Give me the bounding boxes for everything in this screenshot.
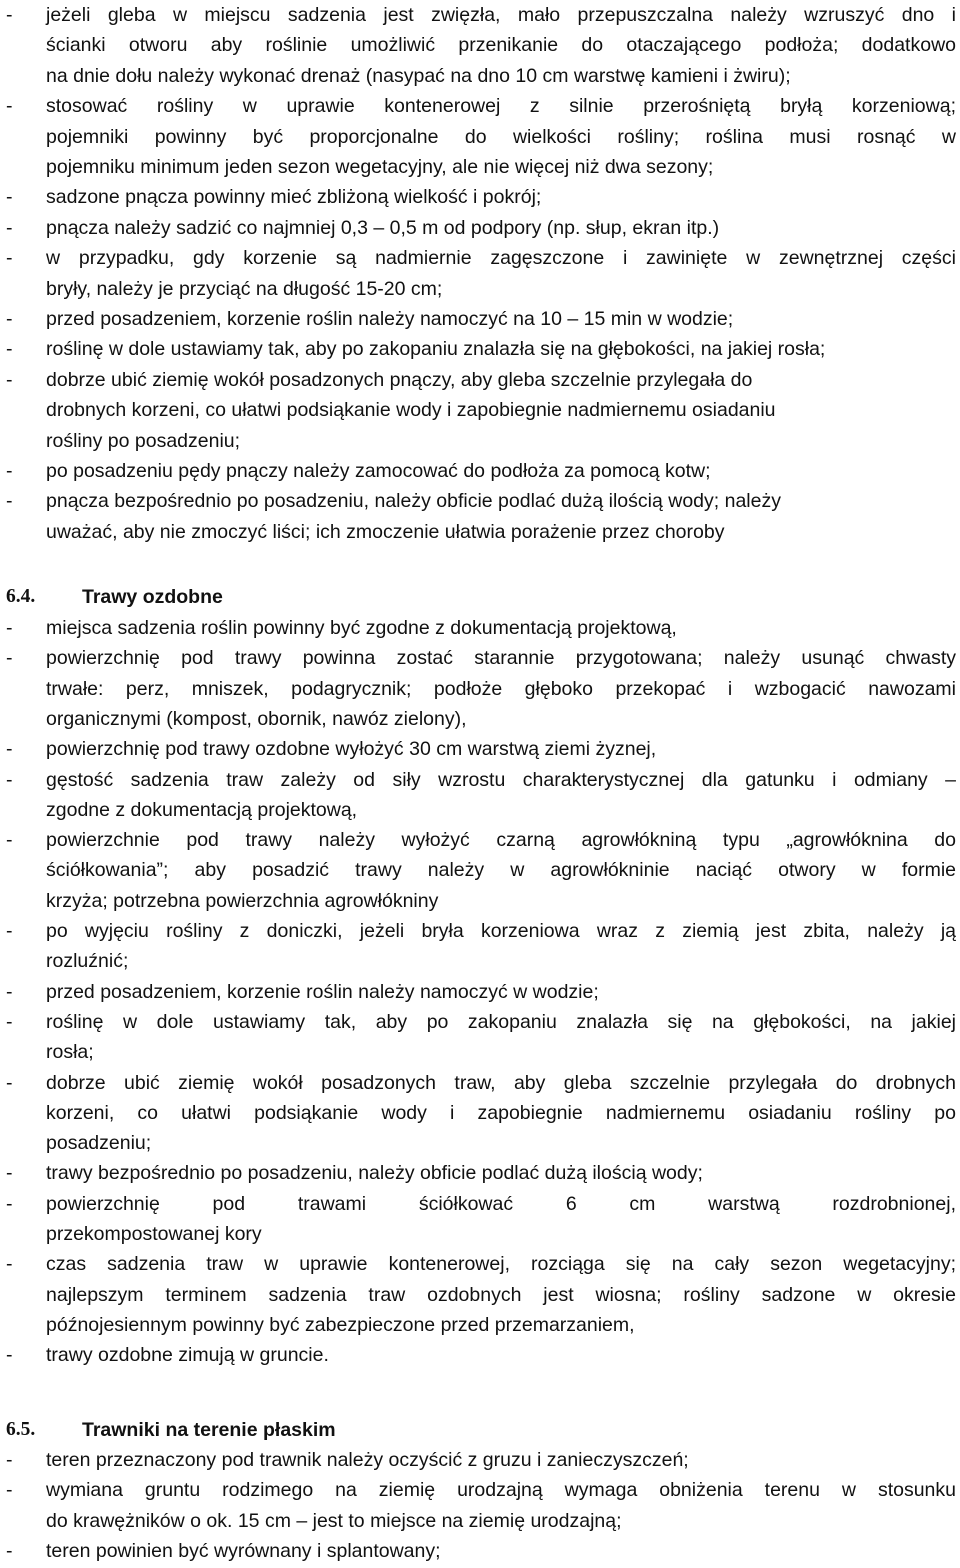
bullet-dash: - xyxy=(6,186,13,209)
list-item xyxy=(0,977,960,1007)
list-item-text: zgodne z dokumentacją projektową, xyxy=(46,798,358,821)
bullet-dash: - xyxy=(6,1344,13,1367)
list-item-continuation xyxy=(0,1128,960,1158)
list-item-continuation xyxy=(0,1219,960,1249)
list-item-text: teren przeznaczony pod trawnik należy oczyścić z gruzu i zanieczyszczeń; xyxy=(46,1449,689,1471)
list-item xyxy=(0,1475,960,1505)
list-item xyxy=(0,1249,960,1279)
list-item-continuation xyxy=(0,426,960,456)
list-item-text: posadzeniu; xyxy=(46,1132,152,1155)
bullet-dash: - xyxy=(6,617,13,639)
list-item-text: w przypadku, gdy korzenie są nadmiernie zagęszczone i zawinięte w zewnętrznej części xyxy=(46,247,956,270)
bullet-dash: - xyxy=(6,768,13,791)
list-item-continuation xyxy=(0,152,960,182)
bullet-dash: - xyxy=(6,368,13,391)
list-item xyxy=(0,0,960,30)
bullet-dash: - xyxy=(6,4,13,26)
list-item-text: drobnych korzeni, co ułatwi podsiąkanie wody i zapobiegnie nadmiernemu osiadaniu xyxy=(46,399,776,422)
list-item-text: roślinę w dole ustawiamy tak, aby po zakopaniu znalazła się na głębokości, na jakiej rosła; xyxy=(46,338,826,361)
list-item xyxy=(0,365,960,395)
list-item xyxy=(0,1445,960,1475)
bullet-dash: - xyxy=(6,920,13,942)
list-item xyxy=(0,1536,960,1566)
list-item-continuation xyxy=(0,122,960,152)
bullet-dash: - xyxy=(6,829,13,852)
list-item-text: wymiana gruntu rodzimego na ziemię urodzajną wymaga obniżenia terenu w stosunku xyxy=(46,1479,956,1502)
list-item-text: trawy bezpośrednio po posadzeniu, należy obficie podlać dużą ilością wody; xyxy=(46,1162,703,1185)
bullet-dash: - xyxy=(6,1010,13,1033)
bullet-dash: - xyxy=(6,738,13,761)
list-item-text: uważać, aby nie zmoczyć liści; ich zmoczenie ułatwia porażenie przez choroby xyxy=(46,520,725,543)
list-item-text: najlepszym terminem sadzenia traw ozdobnych jest wiosna; rośliny sadzone w okresie xyxy=(46,1283,956,1306)
list-item xyxy=(0,91,960,121)
bullet-dash: - xyxy=(6,216,13,239)
list-item-text: pnącza bezpośrednio po posadzeniu, należy obficie podlać dużą ilością wody; należy xyxy=(46,490,781,513)
section-number: 6.5. xyxy=(6,1419,36,1440)
list-item-continuation xyxy=(0,1280,960,1310)
list-item-continuation xyxy=(0,674,960,704)
section-heading xyxy=(0,582,960,612)
list-item-continuation xyxy=(0,395,960,425)
list-item-text: dobrze ubić ziemię wokół posadzonych pnączy, aby gleba szczelnie przylegała do xyxy=(46,368,753,391)
list-item-text: trawy ozdobne zimują w gruncie. xyxy=(46,1344,329,1367)
list-item-text: roślinę w dole ustawiamy tak, aby po zakopaniu znalazła się na głębokości, na jakiej xyxy=(46,1010,956,1033)
list-item-continuation xyxy=(0,704,960,734)
list-item-text: gęstość sadzenia traw zależy od siły wzrostu charakterystycznej dla gatunku i odmiany – xyxy=(46,768,956,791)
list-item-text: krzyża; potrzebna powierzchnia agrowłókniny xyxy=(46,889,439,912)
list-item xyxy=(0,613,960,643)
list-item-text: organicznymi (kompost, obornik, nawóz zielony), xyxy=(46,707,467,730)
list-item-text: trwałe: perz, mniszek, podagrycznik; podłoże głęboko przekopać i wzbogacić nawozami xyxy=(46,677,956,700)
bullet-dash: - xyxy=(6,460,13,482)
bullet-dash: - xyxy=(6,308,13,330)
list-item-continuation xyxy=(0,1506,960,1536)
list-item xyxy=(0,916,960,946)
bullet-dash: - xyxy=(6,338,13,361)
list-item-text: po posadzeniu pędy pnączy należy zamocować do podłoża za pomocą kotw; xyxy=(46,460,711,482)
list-item-text: po wyjęciu rośliny z doniczki, jeżeli bryła korzeniowa wraz z ziemią jest zbita, należy ją xyxy=(46,920,956,942)
bullet-dash: - xyxy=(6,1071,13,1094)
list-item-continuation xyxy=(0,1098,960,1128)
bullet-dash: - xyxy=(6,1479,13,1502)
list-item-continuation xyxy=(0,61,960,91)
list-item-text: powierzchnię pod trawami ściółkować 6 cm warstwą rozdrobnionej, xyxy=(46,1192,956,1215)
list-item xyxy=(0,243,960,273)
list-item-text: na dnie dołu należy wykonać drenaż (nasypać na dno 10 cm warstwę kamieni i żwiru); xyxy=(46,64,791,87)
list-item-text: przed posadzeniem, korzenie roślin należy namoczyć na 10 – 15 min w wodzie; xyxy=(46,308,734,330)
list-item-continuation xyxy=(0,946,960,976)
bullet-dash: - xyxy=(6,1540,13,1563)
bullet-dash: - xyxy=(6,647,13,670)
bullet-dash: - xyxy=(6,1449,13,1471)
list-item-continuation xyxy=(0,274,960,304)
bullet-dash: - xyxy=(6,490,13,513)
list-item-continuation xyxy=(0,1310,960,1340)
list-item xyxy=(0,1189,960,1219)
bullet-dash: - xyxy=(6,980,13,1003)
list-item-text: korzeni, co ułatwi podsiąkanie wody i zapobiegnie nadmiernemu osiadaniu rośliny po xyxy=(46,1101,956,1124)
list-item-continuation xyxy=(0,1037,960,1067)
list-item xyxy=(0,456,960,486)
list-item-text: jeżeli gleba w miejscu sadzenia jest zwięzła, mało przepuszczalna należy wzruszyć dno i xyxy=(46,4,956,26)
list-item-continuation xyxy=(0,517,960,547)
list-item xyxy=(0,765,960,795)
bullet-dash: - xyxy=(6,247,13,270)
list-item-continuation xyxy=(0,855,960,885)
list-item-text: teren powinien być wyrównany i splantowany; xyxy=(46,1540,441,1563)
list-item xyxy=(0,213,960,243)
list-item xyxy=(0,825,960,855)
bullet-dash: - xyxy=(6,1162,13,1185)
list-item xyxy=(0,1068,960,1098)
list-item xyxy=(0,486,960,516)
list-item-text: przekompostowanej kory xyxy=(46,1223,262,1245)
section-title: Trawniki na terenie płaskim xyxy=(82,1419,336,1441)
list-item-text: przed posadzeniem, korzenie roślin należy namoczyć w wodzie; xyxy=(46,980,599,1003)
list-item xyxy=(0,182,960,212)
list-item-text: bryły, należy je przyciąć na długość 15-20 cm; xyxy=(46,277,443,300)
bullet-dash: - xyxy=(6,1253,13,1276)
list-item-text: późnojesiennym powinny być zabezpieczone przed przemarzaniem, xyxy=(46,1313,635,1336)
list-item-text: rosła; xyxy=(46,1041,94,1064)
list-item-text: pnącza należy sadzić co najmniej 0,3 – 0,5 m od podpory (np. słup, ekran itp.) xyxy=(46,216,720,239)
list-item-text: ścianki otworu aby roślinie umożliwić przenikanie do otaczającego podłoża; dodatkowo xyxy=(46,34,956,57)
list-item-text: miejsca sadzenia roślin powinny być zgodne z dokumentacją projektową, xyxy=(46,617,677,639)
list-item xyxy=(0,304,960,334)
list-item-text: powierzchnie pod trawy należy wyłożyć czarną agrowłókniną typu „agrowłóknina do xyxy=(46,829,956,852)
list-item-text: czas sadzenia traw w uprawie kontenerowej, rozciąga się na cały sezon wegetacyjny; xyxy=(46,1253,956,1276)
list-item-text: pojemniki powinny być proporcjonalne do wielkości rośliny; roślina musi rosnąć w xyxy=(46,125,956,148)
list-item-text: rośliny po posadzeniu; xyxy=(46,429,241,452)
bullet-dash: - xyxy=(6,1192,13,1215)
bullet-dash: - xyxy=(6,95,13,118)
list-item xyxy=(0,1158,960,1188)
list-item-text: pojemniku minimum jeden sezon wegetacyjny, ale nie więcej niż dwa sezony; xyxy=(46,156,714,178)
section-heading xyxy=(0,1415,960,1445)
list-item xyxy=(0,734,960,764)
list-item-text: powierzchnię pod trawy powinna zostać starannie przygotowana; należy usunąć chwasty xyxy=(46,647,956,670)
list-item-text: powierzchnię pod trawy ozdobne wyłożyć 30 cm warstwą ziemi żyznej, xyxy=(46,738,657,761)
list-item xyxy=(0,334,960,364)
list-item-text: ściółkowania”; aby posadzić trawy należy w agrowłókninie naciąć otwory w formie xyxy=(46,859,956,882)
list-item-text: do krawężników o ok. 15 cm – jest to miejsce na ziemię urodzajną; xyxy=(46,1509,622,1532)
list-item-text: dobrze ubić ziemię wokół posadzonych traw, aby gleba szczelnie przylegała do drobnych xyxy=(46,1071,956,1094)
list-item-continuation xyxy=(0,886,960,916)
section-number: 6.4. xyxy=(6,586,36,607)
list-item xyxy=(0,643,960,673)
list-item-continuation xyxy=(0,30,960,60)
list-item xyxy=(0,1007,960,1037)
list-item-continuation xyxy=(0,795,960,825)
list-item-text: sadzone pnącza powinny mieć zbliżoną wielkość i pokrój; xyxy=(46,186,542,209)
section-title: Trawy ozdobne xyxy=(82,586,223,608)
list-item-text: stosować rośliny w uprawie kontenerowej z silnie przerośniętą bryłą korzeniową; xyxy=(46,95,956,118)
list-item xyxy=(0,1340,960,1370)
list-item-text: rozluźnić; xyxy=(46,950,129,973)
